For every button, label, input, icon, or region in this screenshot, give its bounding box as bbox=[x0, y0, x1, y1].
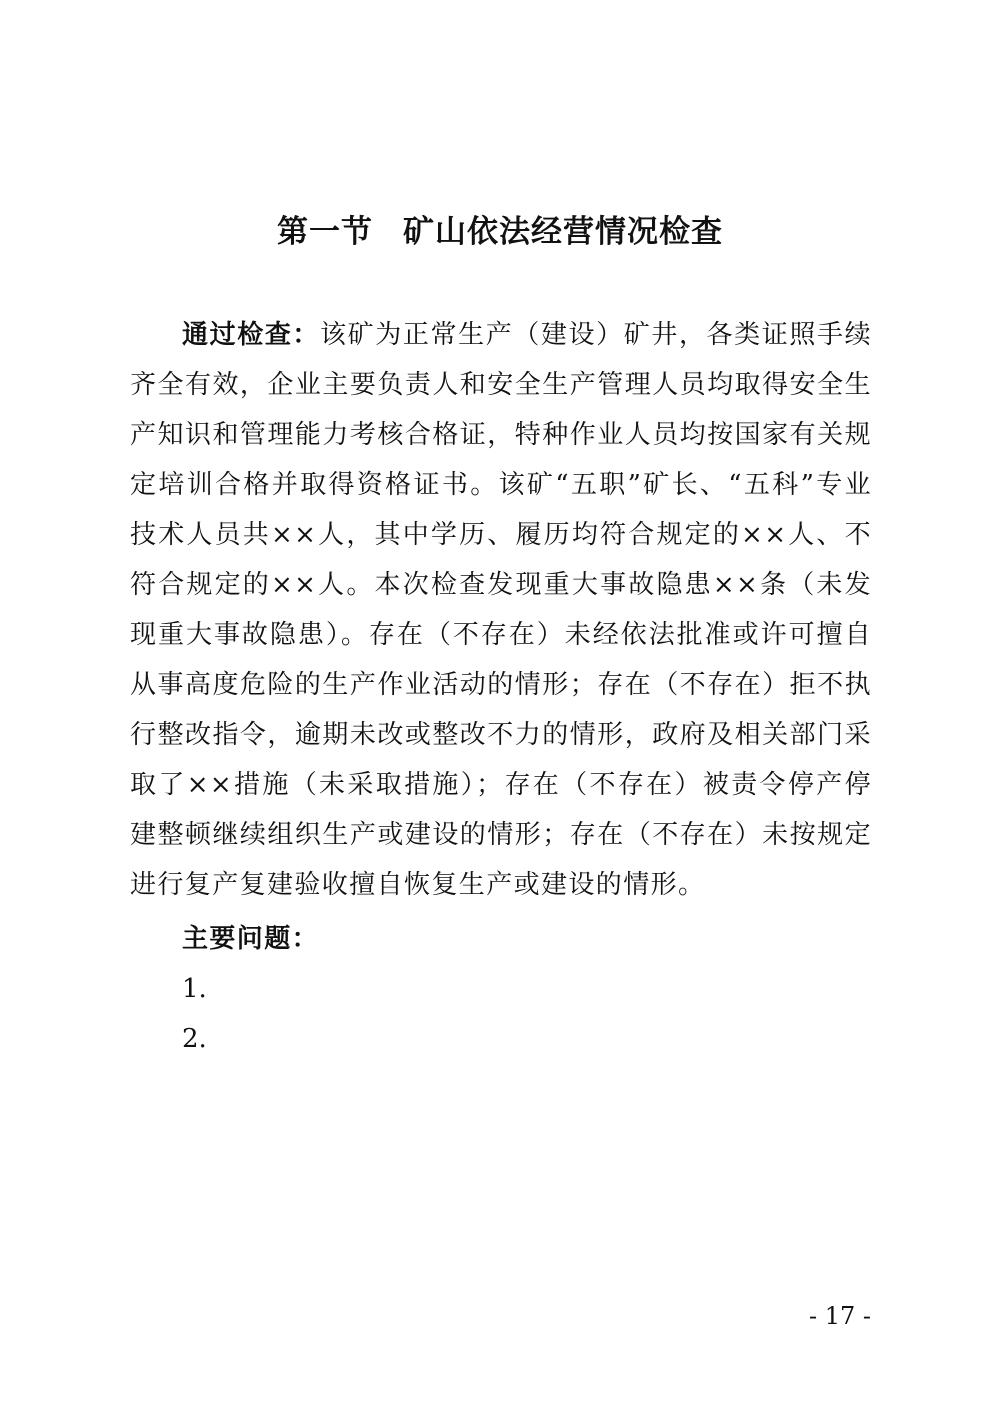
section-title: 矿山依法经营情况检查 bbox=[403, 214, 723, 250]
issue-item-2: 2. bbox=[182, 1024, 207, 1054]
inspection-summary bbox=[130, 310, 872, 910]
issue-item-1: 1. bbox=[182, 974, 207, 1004]
summary-paragraph bbox=[130, 310, 872, 910]
issues-heading: 主要问题： bbox=[182, 924, 320, 954]
section-heading bbox=[0, 208, 1000, 256]
section-number: 第一节 bbox=[277, 214, 373, 250]
summary-text: 该矿为正常生产（建设）矿井，各类证照手续齐全有效，企业主要负责人和安全生产管理人员均取得安全生产知识和管理能力考核合格证，特种作业人员均按国家有关规定培训合格并取得资格证书。该矿“五职”矿长、“五科”专业技术人员共××人，其中学历、履历均符合规定的××人、不符合规定的××人。本次检查发现重大事故隐患××条（未发现重大事故隐患）。存在（不存在）未经依法批准或许可擅自从事高度危险的生产作业活动的情形；存在（不存在）拒不执行整改指令，逾期未改或整改不力的情形，政府及相关部门采取了××措施（未采取措施）；存在（不存在）被责令停产停建整顿继续组织生产或建设的情形；存在（不存在）未按规定进行复产复建验收擅自恢复生产或建设的情形。 bbox=[130, 320, 872, 900]
page-number: - 17 - bbox=[808, 1302, 871, 1330]
summary-lead: 通过检查： bbox=[182, 320, 321, 350]
main-issues bbox=[182, 914, 319, 1064]
